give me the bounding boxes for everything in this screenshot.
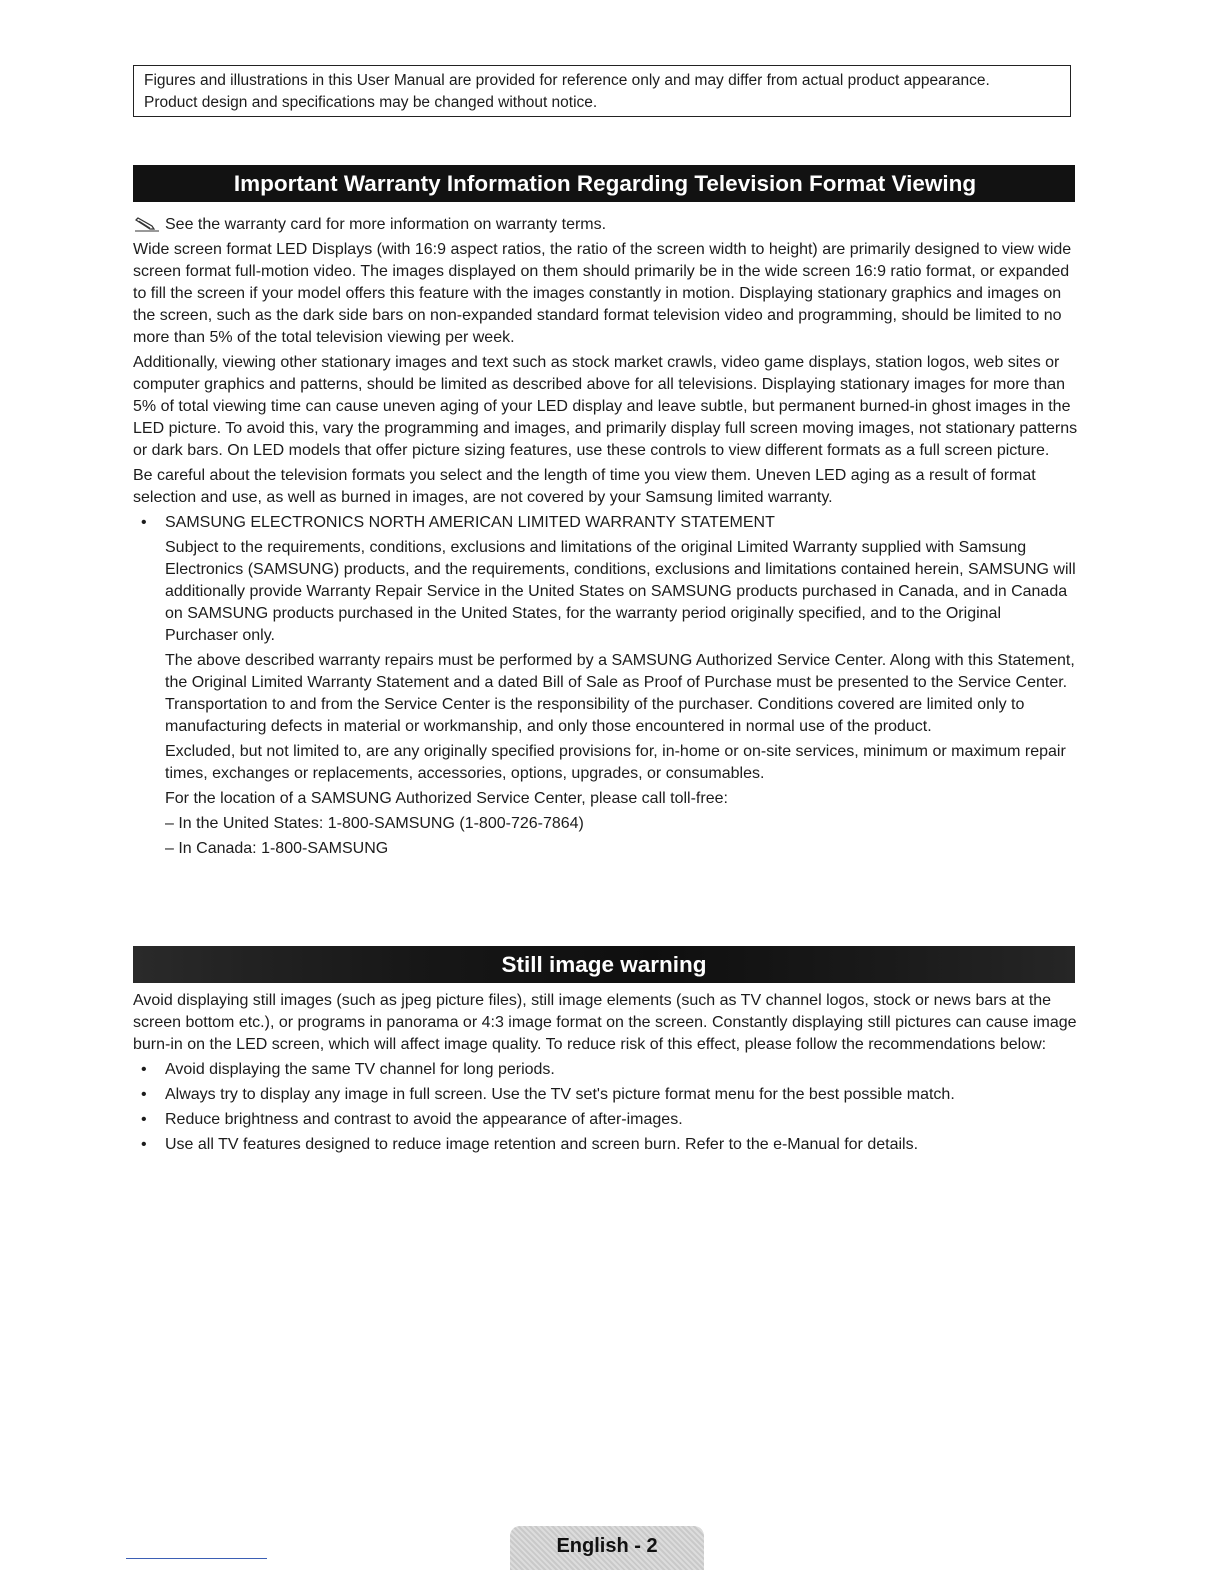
statement-paragraph: The above described warranty repairs must be performed by a SAMSUNG Authorized Service Center. Along with this Statement, the Original Limited Warranty Statement and a dated Bill of Sale as Proof of Purchase must be presented to the Service Center. Transportation to and from the Service Center is the responsibility of the purchaser. Conditions covered are limited only to manufacturing defects in material or workmanship, and only those encountered in normal use of the product. [165,652,1075,735]
recommendation-item: • Avoid displaying the same TV channel for long periods. [133,1059,1078,1081]
warranty-note [133,214,1078,236]
recommendation-item: • Use all TV features designed to reduce image retention and screen burn. Refer to the e-Manual for details. [133,1134,1078,1156]
statement-paragraph: Excluded, but not limited to, are any originally specified provisions for, in-home or on-site services, minimum or maximum repair times, exchanges or replacements, accessories, options, upgrades, or consumables. [165,743,1066,782]
warranty-statement-bullet: • SAMSUNG ELECTRONICS NORTH AMERICAN LIMITED WARRANTY STATEMENT [133,512,1078,534]
statement-paragraph: Subject to the requirements, conditions, exclusions and limitations of the original Limited Warranty supplied with Samsung Electronics (SAMSUNG) products, and the requirements, conditions, exclusions and limitations contained herein, SAMSUNG will additionally provide Warranty Repair Service in the United States on SAMSUNG products purchased in Canada, and in Canada on SAMSUNG products purchased in the United States, for the warranty period originally specified, and to the Original Purchaser only. [165,539,1076,644]
pencil-note-icon [133,217,161,233]
still-image-intro: Avoid displaying still images (such as jpeg picture files), still image elements (such as TV channel logos, stock or news bars at the screen bottom etc.), or programs in panorama or 4:3 image format on the screen. Constantly displaying still pictures can cause image burn-in on the LED screen, which will affect image quality. To reduce risk of this effect, please follow the recommendations below: [133,992,1077,1053]
statement-paragraph: For the location of a SAMSUNG Authorized Service Center, please call toll-free: [165,790,728,807]
canada-phone-line: – In Canada: 1-800-SAMSUNG [165,840,389,857]
recommendation-item: • Always try to display any image in full screen. Use the TV set's picture format menu for the best possible match. [133,1084,1078,1106]
disclaimer-box [133,65,1071,117]
disclaimer-line-1: Figures and illustrations in this User Manual are provided for reference only and may differ from actual product appearance. [144,72,990,89]
warranty-section-heading: Important Warranty Information Regarding Television Format Viewing [133,165,1075,202]
warranty-note-text: See the warranty card for more information on warranty terms. [165,216,607,233]
still-image-section-body [133,990,1078,1159]
warranty-section-body [133,214,1078,863]
warranty-statement-details [133,537,1078,860]
warranty-paragraph: Additionally, viewing other stationary images and text such as stock market crawls, video game displays, station logos, web sites or computer graphics and patterns, should be limited as described above for all televisions. Displaying stationary images for more than 5% of total viewing time can cause uneven aging of your LED display and leave subtle, but permanent burned-in ghost images in the LED picture. To avoid this, vary the programming and images, and primarily display full screen moving images, not stationary patterns or dark bars. On LED models that offer picture sizing features, use these controls to view different formats as a full screen picture. [133,354,1078,459]
page-number-tab: English - 2 [510,1526,704,1570]
still-image-section-heading: Still image warning [133,946,1075,983]
footer-rule [126,1558,267,1559]
recommendation-item: • Reduce brightness and contrast to avoid the appearance of after-images. [133,1109,1078,1131]
disclaimer-line-2: Product design and specifications may be changed without notice. [144,94,598,111]
us-phone-line: – In the United States: 1-800-SAMSUNG (1-800-726-7864) [165,815,584,832]
warranty-paragraph: Be careful about the television formats you select and the length of time you view them. Uneven LED aging as a result of format selection and use, as well as burned in images, are not covered by your Samsung limited warranty. [133,467,1036,506]
warranty-paragraph: Wide screen format LED Displays (with 16:9 aspect ratios, the ratio of the screen width to height) are primarily designed to view wide screen format full-motion video. The images displayed on them should primarily be in the wide screen 16:9 ratio format, or expanded to fill the screen if your model offers this feature with the images constantly in motion. Displaying stationary graphics and images on the screen, such as the dark side bars on non-expanded standard format television video and programming, should be limited to no more than 5% of the total television viewing per week. [133,241,1072,346]
